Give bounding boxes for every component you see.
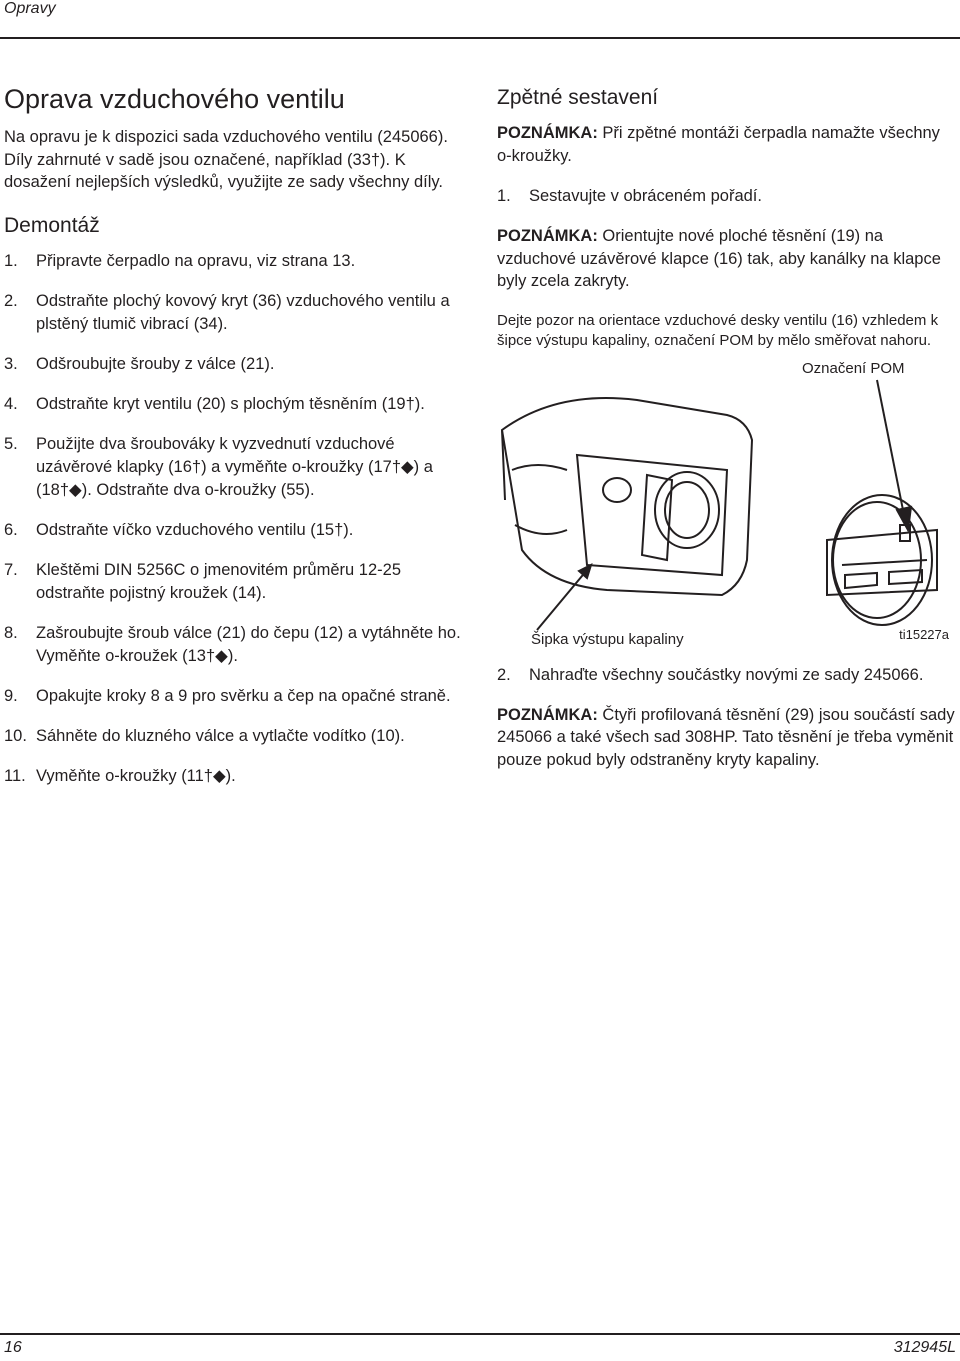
step-number: 2. (4, 291, 18, 310)
subheading-reassembly: Zpětné sestavení (497, 86, 659, 109)
step-number: 4. (4, 394, 18, 413)
intro-paragraph: Na opravu je k dispozici sada vzduchového ventilu (245066). Díly zahrnuté v sadě jsou označené, například (33†). K dosažení nejlepších výsledků, využijte ze sady všechny díly. (4, 128, 448, 191)
note-label: POZNÁMKA: (497, 227, 598, 245)
list-item (4, 393, 464, 416)
fluid-outlet-arrow-label: Šipka výstupu kapaliny (531, 630, 684, 648)
page-number: 16 (4, 1339, 22, 1356)
note-seals (497, 704, 957, 772)
step-text: Odstraňte plochý kovový kryt (36) vzduchového ventilu a plstěný tlumič vibrací (34). (36, 291, 450, 333)
step-text: Sáhněte do kluzného válce a vytlačte vodítko (10). (36, 726, 405, 745)
note-text: Orientujte nové ploché těsnění (19) na vzduchové uzávěrové klapce (16) tak, aby kanálky na klapce byly zcela zakryty. (497, 227, 941, 290)
air-valve-illustration (497, 360, 957, 650)
step-text: Vyměňte o-kroužky (11†◆). (36, 766, 236, 785)
note-label: POZNÁMKA: (497, 124, 598, 142)
step-number: 9. (4, 686, 18, 705)
footer-rule (0, 1333, 960, 1335)
reassembly-step-1 (497, 185, 957, 208)
note-lubricate (497, 122, 957, 167)
left-column (4, 82, 464, 805)
header-rule (0, 37, 960, 39)
step-number: 1. (497, 187, 511, 205)
document-number: 312945L (893, 1339, 956, 1356)
step-text: Odšroubujte šrouby z válce (21). (36, 354, 275, 373)
section-header: Opravy (4, 0, 56, 17)
step-number: 5. (4, 434, 18, 453)
step-number: 10. (4, 726, 27, 745)
note-gasket (497, 225, 957, 293)
list-item (4, 725, 464, 748)
step-number: 8. (4, 623, 18, 642)
step-text: Použijte dva šroubováky k vyzvednutí vzduchové uzávěrové klapky (16†) a vyměňte o-kroužky (17†◆) a (18†◆). Odstraňte dva o-kroužky (55). (36, 434, 433, 499)
note-label: POZNÁMKA: (497, 705, 598, 724)
list-item (4, 622, 464, 668)
list-item (4, 765, 464, 788)
step-number: 11. (4, 766, 26, 785)
list-item (4, 559, 464, 605)
list-item (4, 519, 464, 542)
step-text: Sestavujte v obráceném pořadí. (529, 187, 762, 205)
step-text: Opakujte kroky 8 a 9 pro svěrku a čep na opačné straně. (36, 686, 451, 705)
note-text: Při zpětné montáži čerpadla namažte všechny o-kroužky. (497, 124, 940, 165)
right-column (497, 84, 957, 789)
air-valve-figure (497, 360, 957, 650)
figure-id: ti15227a (899, 626, 949, 642)
list-item (497, 185, 957, 208)
list-item (4, 250, 464, 273)
step-text: Připravte čerpadlo na opravu, viz strana 13. (36, 251, 356, 270)
step-number: 6. (4, 520, 18, 539)
list-item (497, 664, 957, 687)
step-number: 1. (4, 251, 18, 270)
step-number: 3. (4, 354, 18, 373)
step-text: Zašroubujte šroub válce (21) do čepu (12) a vytáhněte ho. Vyměňte o-kroužek (13†◆). (36, 623, 461, 665)
list-item (4, 353, 464, 376)
subheading-demontaz: Demontáž (4, 213, 100, 237)
step-text: Nahraďte všechny součástky novými ze sady 245066. (529, 665, 924, 684)
list-item (4, 433, 464, 502)
step-text: Kleštěmi DIN 5256C o jmenovitém průměru 12-25 odstraňte pojistný kroužek (14). (36, 560, 401, 602)
pom-marking-label: Označení POM (802, 359, 905, 377)
step-number: 7. (4, 560, 18, 579)
step-text: Odstraňte víčko vzduchového ventilu (15†). (36, 520, 354, 539)
list-item (4, 685, 464, 708)
list-item (4, 290, 464, 336)
reassembly-step-2 (497, 664, 957, 687)
step-number: 2. (497, 665, 511, 684)
page-title: Oprava vzduchového ventilu (4, 84, 345, 114)
note-text: Čtyři profilovaná těsnění (29) jsou součástí sady 245066 a také všech sad 308HP. Tato těsnění je třeba vyměnit pouze pokud byly odstraněny kryty kapaliny. (497, 705, 955, 769)
caution-orientation: Dejte pozor na orientace vzduchové desky ventilu (16) vzhledem k šipce výstupu kapaliny, označení POM by mělo směřovat nahoru. (497, 311, 939, 349)
disassembly-steps (4, 250, 464, 788)
step-text: Odstraňte kryt ventilu (20) s plochým těsněním (19†). (36, 394, 425, 413)
